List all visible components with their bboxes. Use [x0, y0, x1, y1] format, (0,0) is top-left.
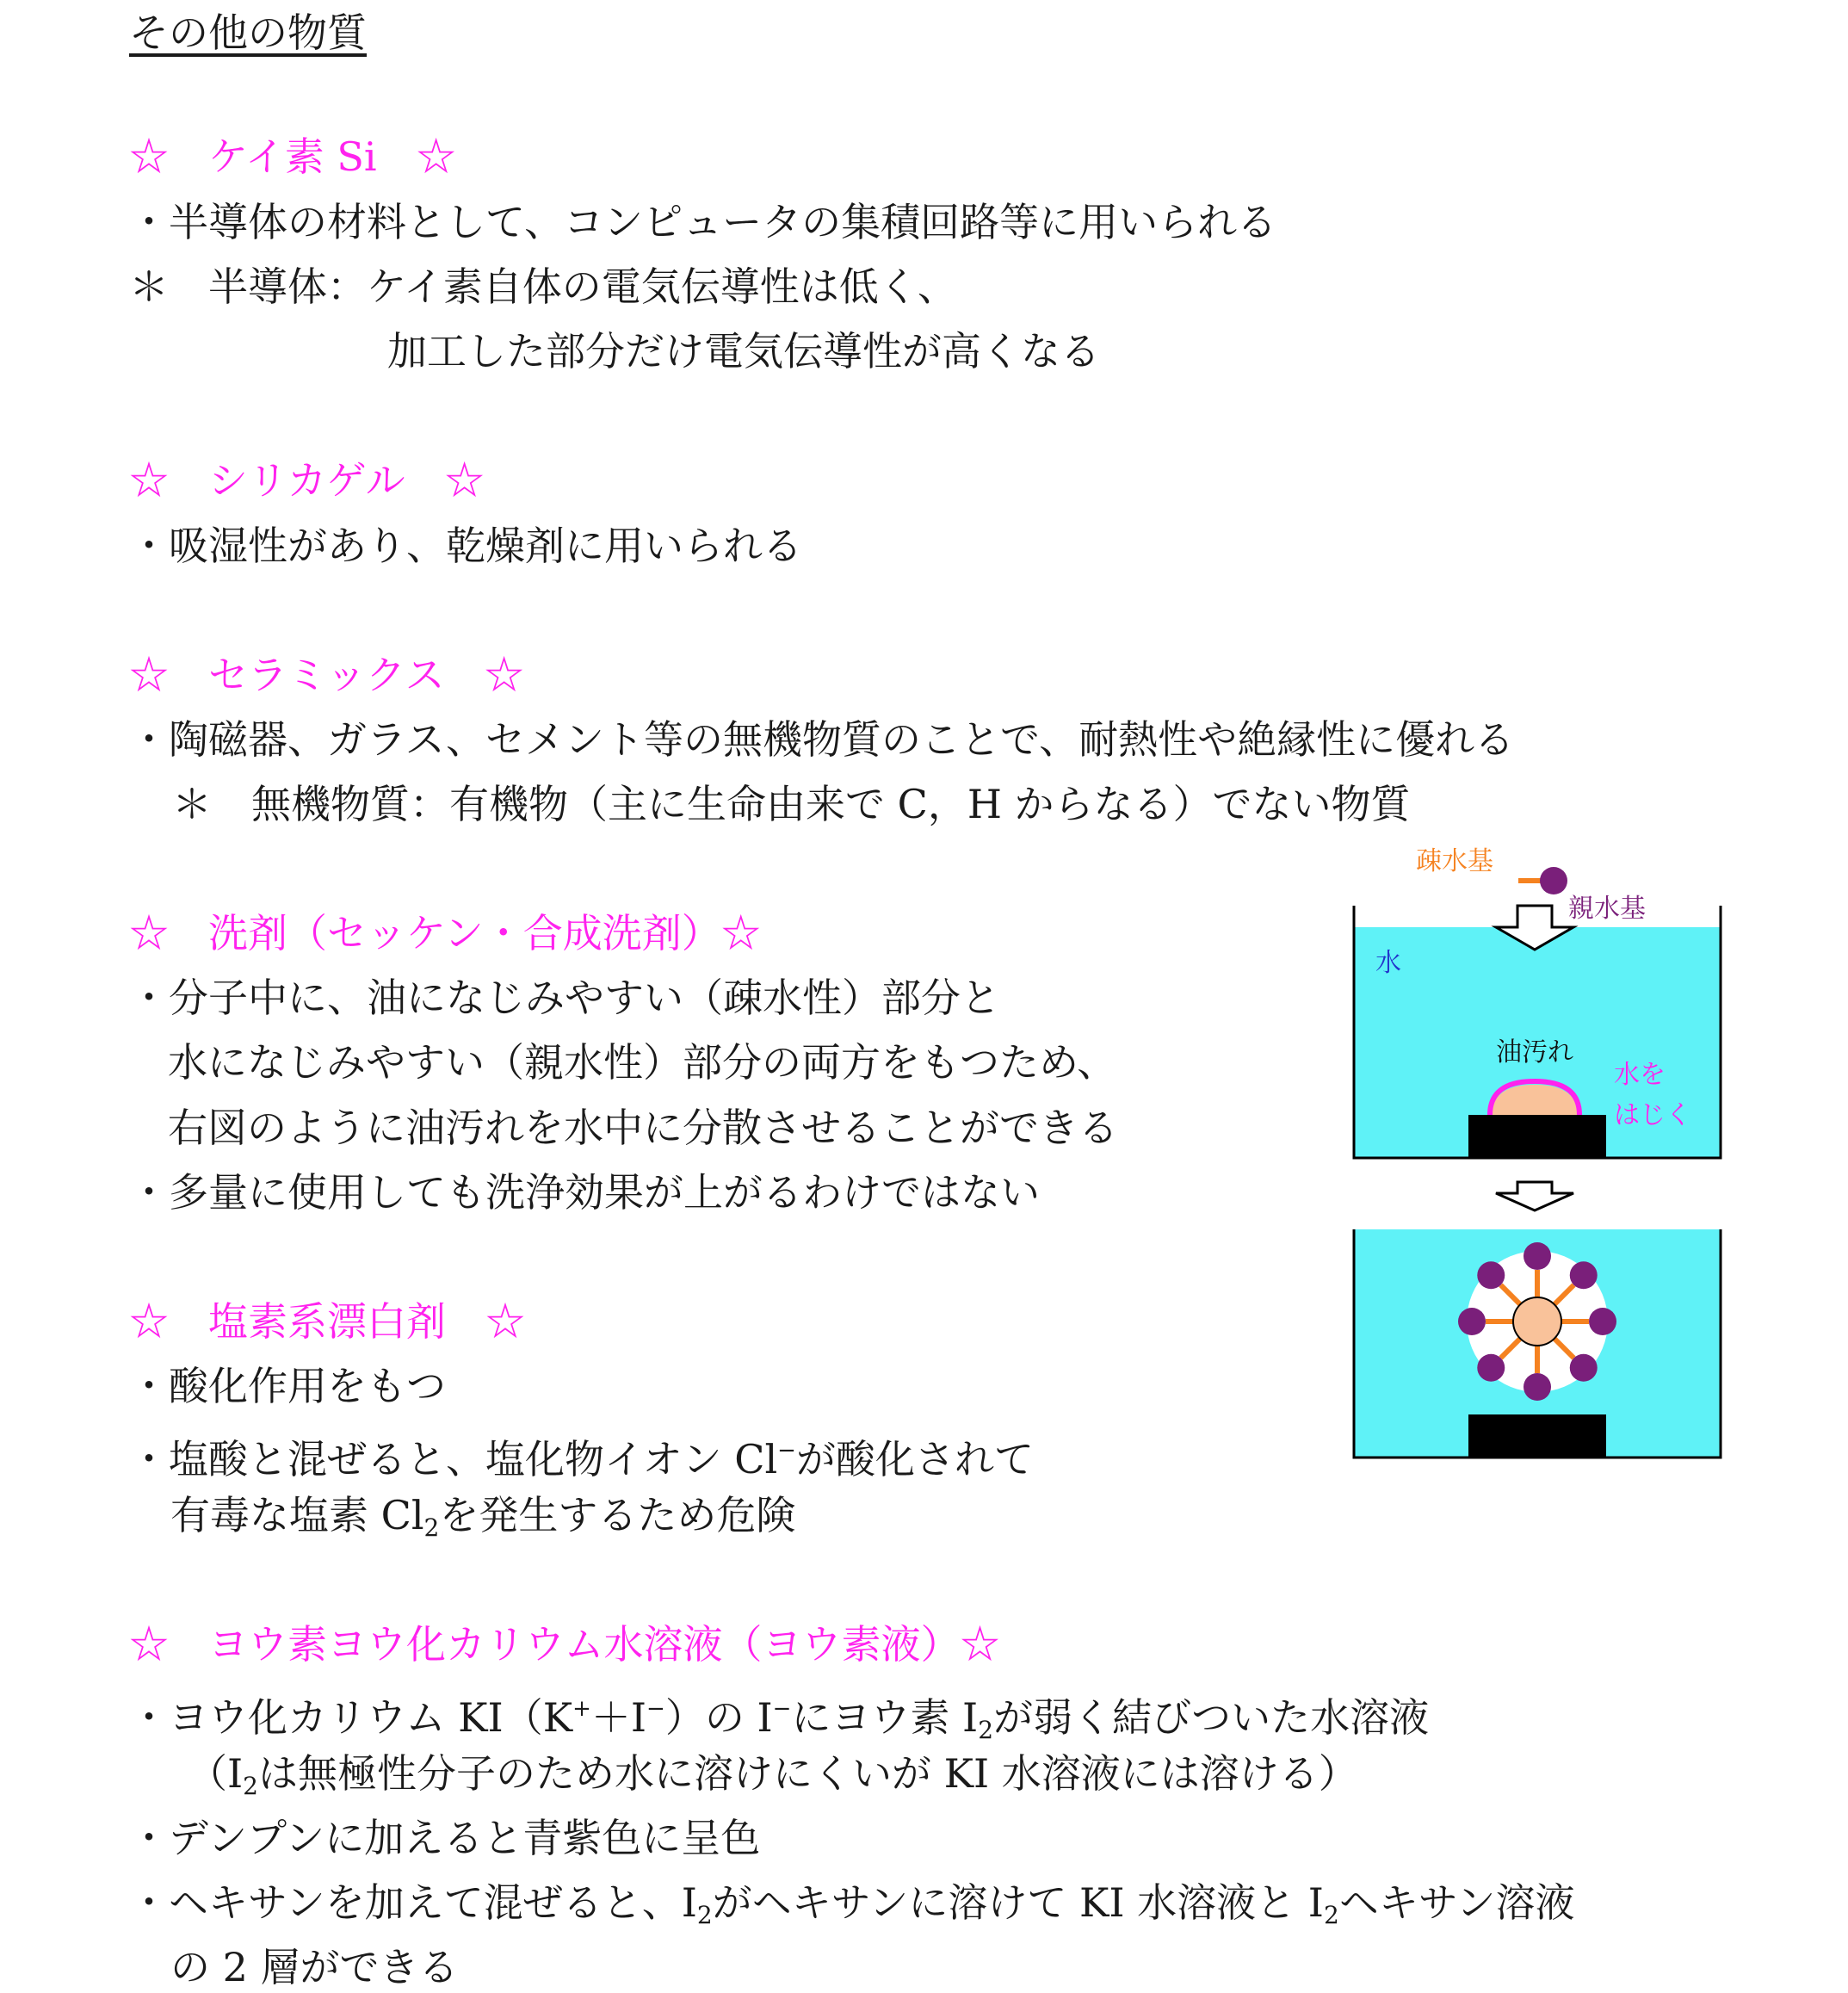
bleach-line-1: ・酸化作用をもつ: [129, 1363, 446, 1409]
micelle-head: [1524, 1373, 1551, 1401]
silicon-line-3: 加工した部分だけ電気伝導性が高くなる: [387, 328, 1100, 374]
ceramics-line-1: ・陶磁器、ガラス、セメント等の無機物質のことで、耐熱性や絶縁性に優れる: [129, 716, 1515, 763]
label-oil: 油汚れ: [1496, 1037, 1573, 1068]
page-title: その他の物質: [129, 9, 367, 56]
heading-bleach: ☆ 塩素系漂白剤 ☆: [129, 1298, 525, 1345]
bleach-line-3: 有毒な塩素 $Cl_2$を発生するため危険: [170, 1492, 796, 1542]
detergent-line-2: 水になじみやすい（親水性）部分の両方をもつため、: [168, 1039, 1117, 1086]
label-repel-1: 水を: [1614, 1060, 1666, 1090]
label-hydrophobic: 疎水基: [1416, 846, 1493, 876]
heading-detergent: ☆ 洗剤（セッケン・合成洗剤）☆: [129, 910, 761, 956]
label-water: 水: [1375, 948, 1401, 978]
iodine-line-4: ・ヘキサンを加えて混ぜると、$I_2$がヘキサンに溶けて KI 水溶液と $I_2$ヘキサン溶液: [129, 1879, 1575, 1929]
micelle-head: [1477, 1354, 1505, 1382]
silicon-line-1: ・半導体の材料として、コンピュータの集積回路等に用いられる: [129, 199, 1277, 245]
bleach-line-2: ・塩酸と混ぜると、塩化物イオン Cl−が酸化されて: [129, 1436, 1034, 1482]
silica-gel-line-1: ・吸湿性があり、乾燥剤に用いられる: [129, 523, 802, 569]
heading-ceramics: ☆ セラミックス ☆: [129, 652, 524, 698]
micelle: [1458, 1242, 1616, 1401]
micelle-head: [1570, 1261, 1598, 1289]
iodine-line-1: ・ヨウ化カリウム KI（K+＋I−）の I−にヨウ素 $I_2$が弱く結びついた水溶液: [129, 1694, 1430, 1744]
detergent-diagram: [1343, 839, 1739, 1468]
micelle-head: [1458, 1308, 1486, 1335]
arrow-down-icon: [1496, 1182, 1573, 1210]
silicon-line-2: ＊ 半導体：ケイ素自体の電気伝導性は低く、: [129, 263, 957, 310]
micelle-head: [1477, 1261, 1505, 1289]
dish-top: [1468, 1115, 1606, 1158]
iodine-line-2: （$I_2$は無極性分子のため水に溶けにくいが KI 水溶液には溶ける）: [188, 1750, 1358, 1800]
micelle-head: [1524, 1242, 1551, 1270]
ceramics-line-2: ＊ 無機物質：有機物（主に生命由来で C，H からなる）でない物質: [172, 781, 1411, 827]
label-repel-2: はじく: [1614, 1100, 1691, 1130]
label-hydrophilic: 親水基: [1568, 894, 1646, 924]
iodine-line-5: の 2 層ができる: [170, 1944, 459, 1990]
micelle-head: [1570, 1354, 1598, 1382]
detergent-line-4: ・多量に使用しても洗浄効果が上がるわけではない: [129, 1169, 1040, 1216]
dish-bottom: [1468, 1414, 1606, 1458]
micelle-head: [1589, 1308, 1616, 1335]
iodine-line-3: ・デンプンに加えると青紫色に呈色: [129, 1815, 761, 1861]
heading-silica-gel: ☆ シリカゲル ☆: [129, 457, 485, 504]
heading-iodine: ☆ ヨウ素ヨウ化カリウム水溶液（ヨウ素液）☆: [129, 1621, 1000, 1668]
hydrophilic-head: [1540, 867, 1567, 894]
heading-silicon: ☆ ケイ素 Si ☆: [129, 133, 456, 180]
detergent-line-1: ・分子中に、油になじみやすい（疎水性）部分と: [129, 975, 1000, 1021]
micelle-oil: [1513, 1297, 1561, 1346]
detergent-line-3: 右図のように油汚れを水中に分散させることができる: [168, 1105, 1118, 1151]
